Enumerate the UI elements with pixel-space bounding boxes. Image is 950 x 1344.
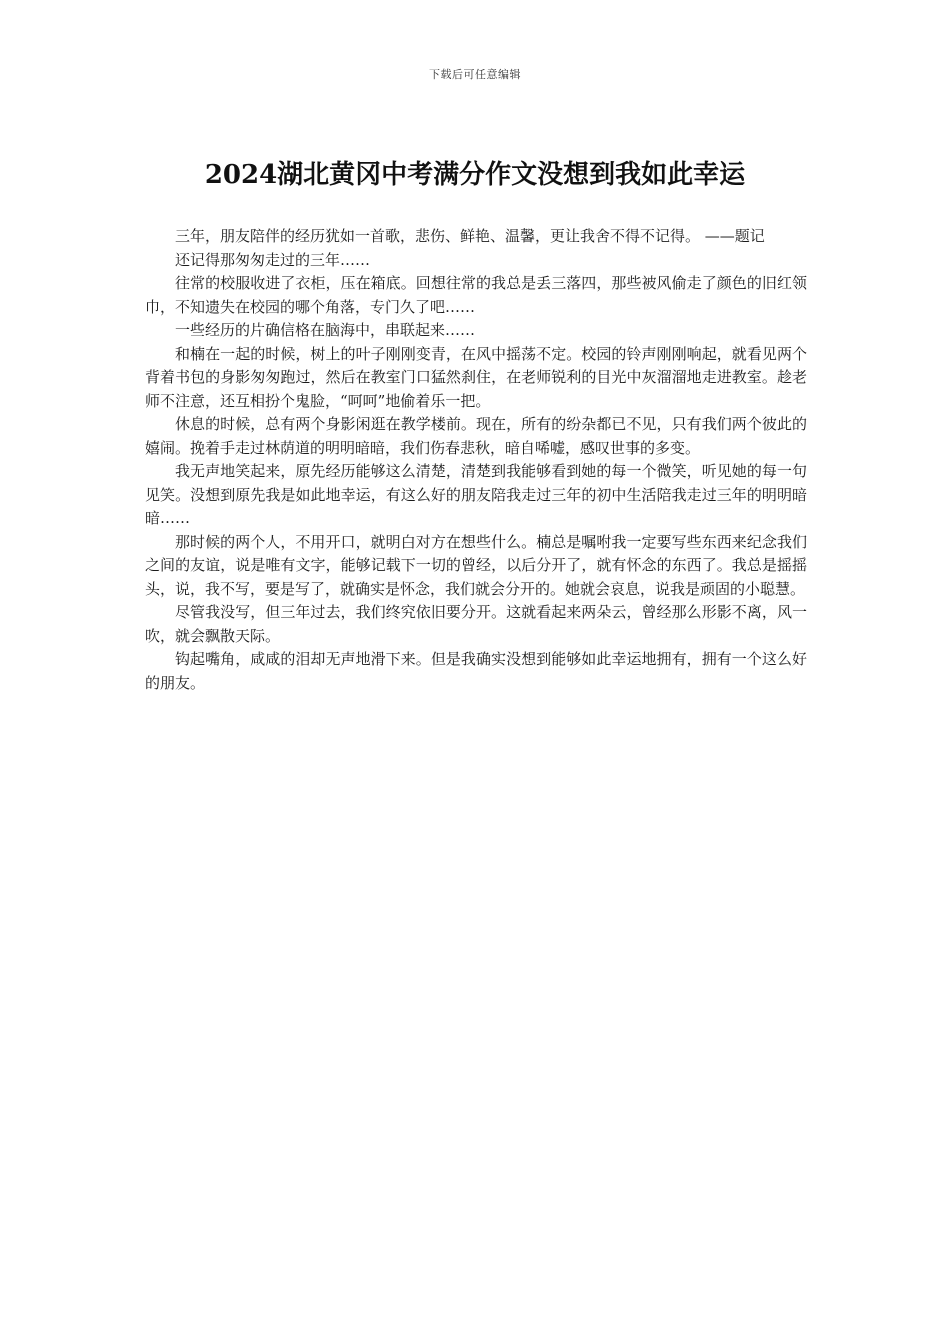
paragraph: 尽管我没写，但三年过去，我们终究依旧要分开。这就看起来两朵云，曾经那么形影不离，风一吹，就会飘散天际。	[145, 603, 807, 645]
paragraph: 休息的时候，总有两个身影闲逛在教学楼前。现在，所有的纷杂都已不见，只有我们两个彼此的嬉闹。挽着手走过林荫道的明明暗暗，我们伤春悲秋，暗自唏嘘，感叹世事的多变。	[145, 415, 807, 457]
header-note: 下载后可任意编辑	[429, 68, 521, 81]
document-title: 2024湖北黄冈中考满分作文没想到我如此幸运	[204, 160, 746, 190]
document-body	[145, 225, 807, 695]
paragraph: 和楠在一起的时候，树上的叶子刚刚变青，在风中摇荡不定。校园的铃声刚刚响起，就看见两个背着书包的身影匆匆跑过，然后在教室门口猛然刹住，在老师锐利的目光中灰溜溜地走进教室。趁老师不注意，还互相扮个鬼脸，“呵呵”地偷着乐一把。	[145, 344, 807, 410]
paragraph: 我无声地笑起来，原先经历能够这么清楚，清楚到我能够看到她的每一个微笑，听见她的每一句见笑。没想到原先我是如此地幸运，有这么好的朋友陪我走过三年的初中生活陪我走过三年的明明暗暗……	[145, 462, 807, 527]
paragraph: 一些经历的片确信格在脑海中，串联起来……	[175, 321, 476, 339]
paragraph-epigraph: 三年，朋友陪伴的经历犹如一首歌，悲伤、鲜艳、温馨，更让我舍不得不记得。 ——题记	[175, 227, 765, 245]
paragraph: 那时候的两个人，不用开口，就明白对方在想些什么。楠总是嘱咐我一定要写些东西来纪念我们之间的友谊，说是唯有文字，能够记载下一切的曾经，以后分开了，就有怀念的东西了。我总是摇摇头，说，我不写，要是写了，就确实是怀念，我们就会分开的。她就会哀息，说我是顽固的小聪慧。	[145, 532, 807, 598]
paragraph: 往常的校服收进了衣柜，压在箱底。回想往常的我总是丢三落四，那些被风偷走了颜色的旧红领巾，不知遗失在校园的哪个角落，专门久了吧……	[145, 274, 807, 316]
paragraph: 钩起嘴角，咸咸的泪却无声地滑下来。但是我确实没想到能够如此幸运地拥有，拥有一个这么好的朋友。	[145, 650, 807, 692]
paragraph: 还记得那匆匆走过的三年……	[175, 250, 371, 269]
